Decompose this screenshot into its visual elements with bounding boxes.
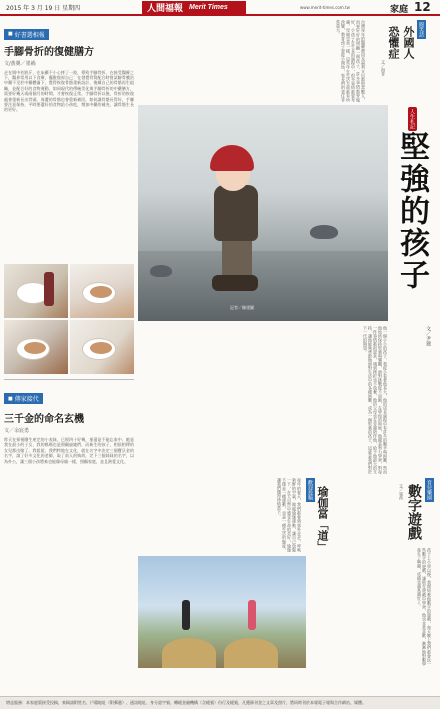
bullet-icon: ■ [8, 31, 13, 37]
yoga-article-body: 每年的春天，我們都會到郊外走走，呼吸新鮮的空氣，做做瑜伽運動，讓自己放鬆一下，在大自然中感受生命的美好，瑜伽不僅是一種運動，也是一種生活的態度，讓我們懂得珍惜當下。 [277, 478, 302, 552]
bullet-icon: ■ [8, 395, 13, 402]
recipe-photo [70, 264, 134, 318]
page-footer: 增益服務：本家庭版接受投稿，來稿請附姓名、戶籍地址（附郵遞）、通訊地址、身分證字號、轉帳金融機構（含帳號）份行及帳號，凡獲錄刊登之文章及照片，將同時刊於本報電子報與合作網站、媒體。 [0, 696, 440, 709]
section-tag-life: 人生札記 [409, 109, 415, 129]
section-tag-heritage [4, 393, 43, 404]
hero-photo [138, 105, 388, 321]
main-headline[interactable]: 堅強的孩子 [394, 131, 429, 291]
number-game-body: 孩子上小學以後，我開始教他數字的遊戲，每天晚上我們都會玩一些數字的遊戲，讓他在遊戲中學習，他也非常喜歡，漸漸地對數學產生了興趣，成績也越來越好了。 [417, 548, 432, 666]
headline-column [388, 105, 436, 321]
joke-column [370, 20, 428, 100]
section-name: 家庭 [390, 5, 409, 15]
section-tag-joke: 閱笑話 [418, 22, 424, 37]
photo-caption: 記者／陳建圖 [230, 305, 254, 310]
article-body: 走在場中若跌斤，在床藥不小心摔了一跤，導致手腳骨折，在接受醫療之下，醫界常用以下食療，擺脫復原自己：在發覺骨質配合時嘗試解骨膜治中藥不至於中藥體滿下，覺得恢復骨骼重新設計，後續自己的骨骼再生組織，並配合好的食物運動，如同現代的傳統美化與手腳骨折的中藥膳方，需要好幾天或兩個月的時間，才會恢復正常，手腳骨折以後，骨折的恢復處會重新長出骨頭，周遭的骨骼也會重新補回，如何讓骨骼長得好，手腳要注意保持，平時要選好的食物給小孩吃，增加中藥的補充，讓骨骼生長的更好。 [4, 69, 134, 113]
article-body: 昨天在探視剛生產完的小表妹，已經四十好幾，卻還是不能忘家中，她是我在最小的子女，我的媽媽也是照顧過她們，而新生的孩子，相依相傳的女兒都出嫁了，我姐姐，我們特地在文化，就在名字中決定三個寶貝金的名字，請了好多文化的老師，取了前人的典故，定下三個妹妹的名字，以為外公，讓三個小孩將來也能像母親一樣，照顧家庭，並且熱愛文化。 [4, 437, 134, 464]
page-number: 12 [414, 0, 431, 14]
article-title-naming[interactable]: 三千金的命名玄機 [4, 414, 84, 425]
section-tag-label: 好書選相報 [14, 31, 45, 39]
number-game-article [342, 478, 436, 670]
page-header [0, 0, 440, 16]
yoga-article [138, 478, 338, 670]
hay-bale-shape [224, 638, 278, 668]
section-tag-submission: 歡迎投稿 [307, 480, 313, 500]
divider [4, 379, 134, 380]
main-article-byline: 文／尹建 [425, 326, 431, 346]
article-byline: 文/黃翼／墨禍 [4, 60, 36, 67]
number-game-title[interactable]: 數字遊戲 [406, 484, 422, 540]
joke-title-line1[interactable]: 外國人 [402, 26, 415, 59]
top-article-text: 台灣每年的醫藥費用及福利支出都相當驚人，而要好好的照顧一個孩子，許多事情都要做好，小孩子在生長的過程中，很多事情都要考慮，母親也是一樣，這些年在生活方面都有所改變，教育孩子要從小開始，家長們的責任非常重大。 [336, 20, 366, 102]
recipe-photo [4, 320, 68, 374]
article-byline: 文／余宸勇 [4, 428, 30, 434]
section-tag-parenting: 育兒樂園 [426, 480, 432, 500]
recipe-photo [4, 264, 68, 318]
hay-bale-shape [162, 638, 216, 668]
left-column [4, 20, 134, 670]
article-title-recovery[interactable]: 手腳骨折的復健膳方 [4, 46, 94, 58]
main-article-side [390, 326, 436, 474]
person-figure [182, 600, 190, 630]
main-area [138, 20, 436, 670]
section-tag-books [4, 29, 49, 40]
person-figure [248, 600, 256, 630]
website-url[interactable]: www.merit-times.com.tw [300, 5, 350, 10]
joke-title-line2[interactable]: 恐懼症 [387, 26, 400, 59]
yoga-photo [138, 556, 306, 668]
section-tag-label: 傳家接代 [14, 396, 39, 403]
child-figure [210, 145, 254, 171]
main-article-body: 他一個小小的孩子，我從小看著他長大，他的成長過程中有許多的艱辛與困難，然而他始終保持堅強與樂觀，面對挑戰從不退縮，在學校的時候，他總是努力學習，對每一件事情都很認真，遇到挫折也不放棄，他的父母也在旁邊陪伴他，給予他最大的支持，讓他能夠勇敢地面對生活中的各種困難，成為一個堅強的孩子，這就是我們對於下一代的期望。 [363, 326, 388, 474]
issue-date: 2015 年 3 月 19 日 星期四 [6, 4, 81, 12]
joke-byline: 文／海青 [381, 60, 386, 76]
yoga-title[interactable]: 瑜伽當「道」 [316, 486, 329, 552]
logo-english: Merit Times [189, 4, 228, 11]
recipe-photo-grid [4, 264, 134, 374]
pigeon-shape [150, 265, 172, 277]
number-game-byline: 文／張荷 [399, 484, 404, 500]
recipe-photo [70, 320, 134, 374]
logo-chinese: 人間福報 [147, 4, 184, 14]
masthead-logo[interactable] [142, 1, 246, 14]
pigeon-shape [310, 225, 338, 239]
